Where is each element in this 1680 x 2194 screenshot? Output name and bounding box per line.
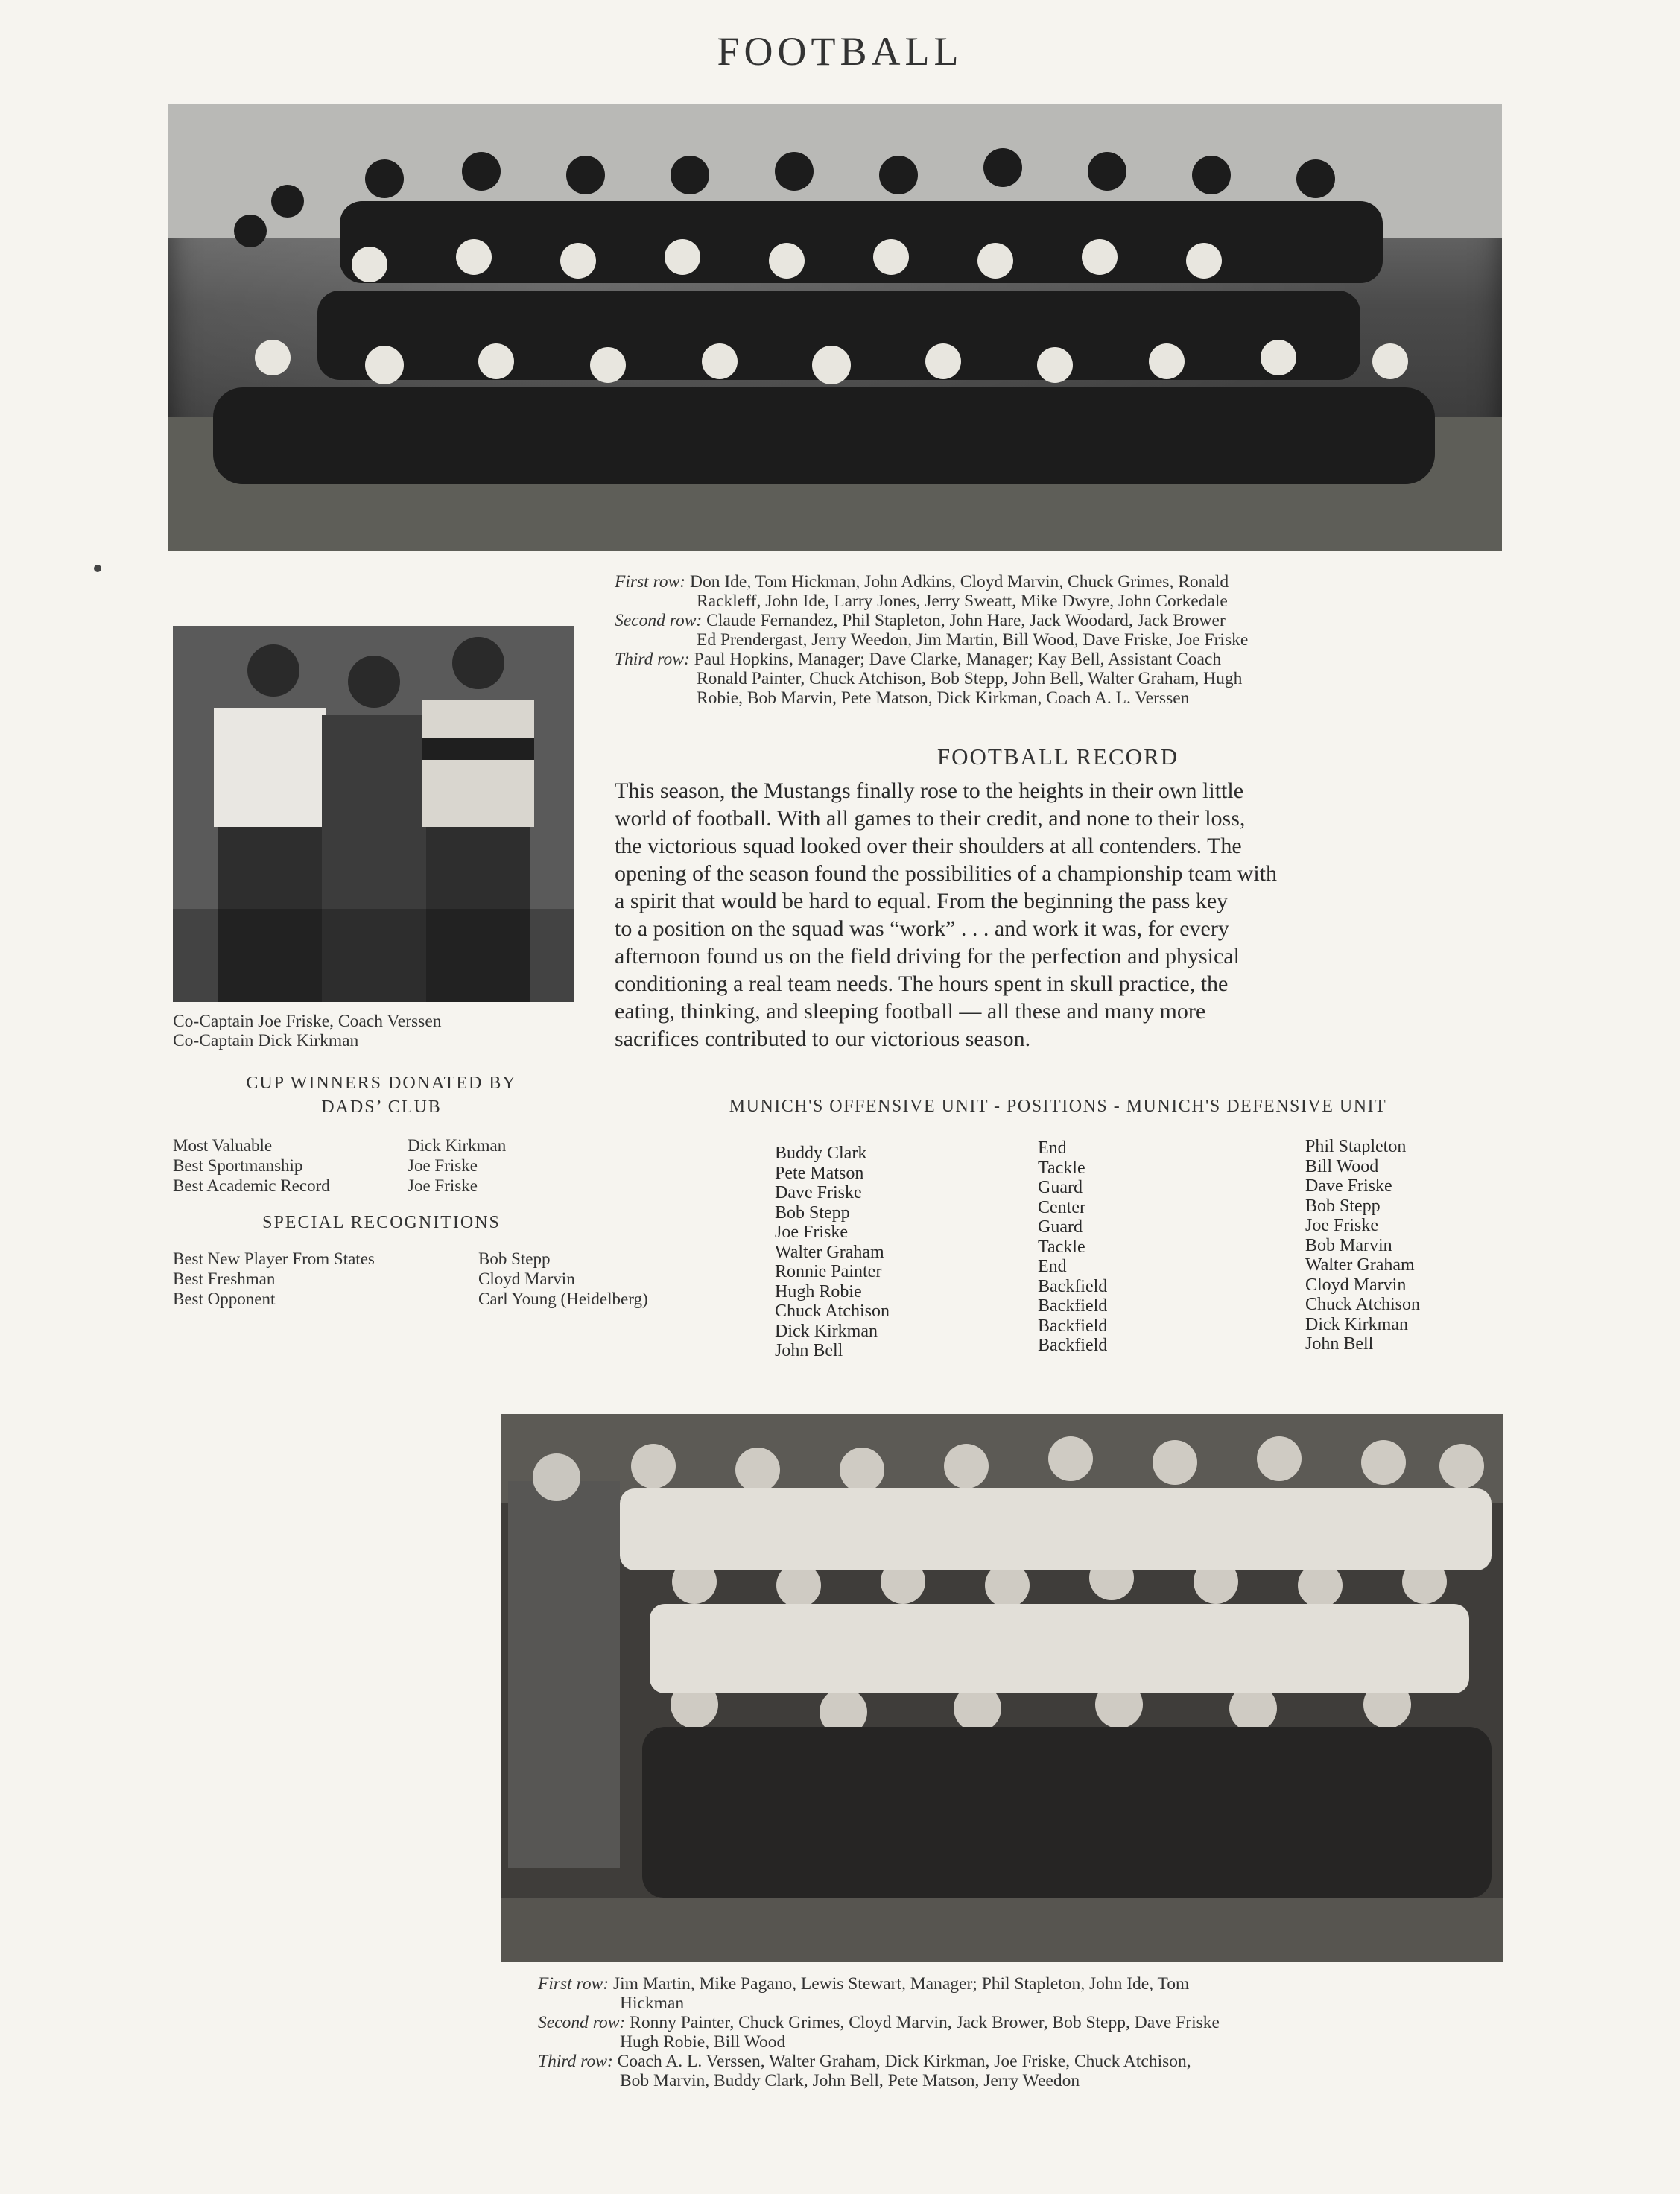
captains-photo [173, 626, 574, 1002]
offensive-player: Dick Kirkman [775, 1321, 878, 1341]
award-name: Best Opponent [173, 1290, 276, 1308]
caption-first-row-text: Jim Martin, Mike Pagano, Lewis Stewart, Manager; Phil Stapleton, John Ide, Tom [612, 1974, 1190, 1994]
record-line: conditioning a real team needs. The hours spent in skull practice, the [615, 971, 1229, 996]
record-line: opening of the season found the possibilities of a championship team with [615, 861, 1278, 886]
offensive-unit-list [775, 1144, 998, 1361]
position: End [1038, 1138, 1067, 1158]
position: Tackle [1038, 1237, 1085, 1257]
offensive-player: Hugh Robie [775, 1281, 862, 1302]
caption-third-row-text-cont: Ronald Painter, Chuck Atchison, Bob Stepp, John Bell, Walter Graham, Hugh [697, 669, 1243, 688]
caption-third-row-text-cont: Bob Marvin, Buddy Clark, John Bell, Pete Matson, Jerry Weedon [620, 2071, 1080, 2090]
offensive-player: Buddy Clark [775, 1144, 867, 1163]
caption-third-row-label: Third row: [615, 650, 690, 669]
team-photo [168, 104, 1502, 551]
caption-second-row-text-cont: Ed Prendergast, Jerry Weedon, Jim Martin, Bill Wood, Dave Friske, Joe Friske [697, 630, 1249, 650]
defensive-player: Dave Friske [1305, 1176, 1392, 1196]
position: Backfield [1038, 1296, 1108, 1316]
offensive-player: Ronnie Painter [775, 1262, 882, 1281]
decorative-dot [94, 565, 101, 572]
special-recognitions-list [173, 1249, 739, 1309]
defensive-player: Bill Wood [1305, 1156, 1379, 1176]
defensive-player: Walter Graham [1305, 1255, 1415, 1275]
record-heading: FOOTBALL RECORD [936, 744, 1179, 770]
record-line: world of football. With all games to their credit, and none to their loss, [615, 806, 1246, 831]
team-photo-caption [615, 572, 1501, 708]
captains-caption [173, 1012, 590, 1050]
caption-second-row-label: Second row: [615, 611, 703, 630]
position: Backfield [1038, 1336, 1108, 1355]
defensive-player: Chuck Atchison [1305, 1295, 1420, 1314]
offensive-player: Bob Stepp [775, 1202, 850, 1223]
team-photo-figures [168, 104, 1502, 551]
caption-second-row-text: Claude Fernandez, Phil Stapleton, John Hare, Jack Woodard, Jack Brower [706, 611, 1226, 630]
offensive-player: Chuck Atchison [775, 1302, 890, 1321]
cup-winners-heading-line1: CUP WINNERS DONATED BY [246, 1074, 517, 1093]
club-photo-caption [538, 1974, 1506, 2090]
award-name: Best Academic Record [173, 1176, 330, 1195]
units-heading: MUNICH'S OFFENSIVE UNIT - POSITIONS - MUNICH'S DEFENSIVE UNIT [729, 1097, 1387, 1116]
record-line: a spirit that would be hard to equal. From the beginning the pass key [615, 889, 1229, 913]
position: End [1038, 1257, 1067, 1276]
offensive-player: Dave Friske [775, 1183, 862, 1202]
cup-winners-heading [173, 1071, 590, 1119]
captains-photo-figures [173, 626, 574, 1002]
cup-winners-list [173, 1135, 590, 1196]
position: Guard [1038, 1217, 1083, 1237]
position: Backfield [1038, 1316, 1108, 1336]
record-body [615, 777, 1501, 1053]
captains-caption-line2: Co-Captain Dick Kirkman [173, 1031, 359, 1050]
page-title: FOOTBALL [717, 29, 963, 74]
club-photo-figures [501, 1414, 1503, 1962]
captains-caption-line1: Co-Captain Joe Friske, Coach Verssen [173, 1012, 442, 1031]
position: Tackle [1038, 1158, 1085, 1178]
caption-first-row-text-cont: Hickman [620, 1994, 685, 2013]
award-winner: Joe Friske [408, 1176, 478, 1195]
record-line: This season, the Mustangs finally rose to the heights in their own little [615, 779, 1244, 803]
award-winner: Joe Friske [408, 1156, 478, 1175]
positions-list [1038, 1138, 1187, 1356]
offensive-player: John Bell [775, 1341, 843, 1360]
position: Center [1038, 1197, 1085, 1217]
offensive-player: Joe Friske [775, 1223, 848, 1242]
defensive-player: Phil Stapleton [1305, 1137, 1407, 1156]
award-winner: Carl Young (Heidelberg) [478, 1290, 648, 1308]
position: Backfield [1038, 1276, 1108, 1296]
award-name: Best New Player From States [173, 1249, 375, 1268]
special-recognitions-heading: SPECIAL RECOGNITIONS [262, 1213, 501, 1232]
position: Guard [1038, 1178, 1083, 1197]
record-line: to a position on the squad was “work” . . . and work it was, for every [615, 916, 1229, 941]
caption-first-row-text: Don Ide, Tom Hickman, John Adkins, Cloyd Marvin, Chuck Grimes, Ronald [689, 572, 1229, 592]
record-line: the victorious squad looked over their shoulders at all contenders. The [615, 834, 1242, 858]
award-winner: Bob Stepp [478, 1249, 551, 1268]
caption-first-row-label: First row: [538, 1974, 609, 1994]
caption-second-row-text: Ronny Painter, Chuck Grimes, Cloyd Marvin, Jack Brower, Bob Stepp, Dave Friske [630, 2013, 1220, 2032]
award-name: Most Valuable [173, 1136, 273, 1155]
club-photo [501, 1414, 1503, 1962]
award-winner: Dick Kirkman [408, 1136, 507, 1155]
award-winner: Cloyd Marvin [478, 1269, 575, 1288]
record-line: eating, thinking, and sleeping football — all these and many more [615, 999, 1206, 1024]
caption-third-row-label: Third row: [538, 2052, 613, 2071]
offensive-player: Walter Graham [775, 1242, 884, 1262]
defensive-player: Cloyd Marvin [1305, 1275, 1407, 1295]
caption-second-row-text-cont: Hugh Robie, Bill Wood [620, 2032, 786, 2052]
defensive-player: Bob Stepp [1305, 1196, 1381, 1216]
defensive-player: Bob Marvin [1305, 1235, 1392, 1255]
caption-third-row-text: Paul Hopkins, Manager; Dave Clarke, Manager; Kay Bell, Assistant Coach [694, 650, 1222, 669]
offensive-player: Pete Matson [775, 1163, 864, 1183]
record-line: sacrifices contributed to our victorious season. [615, 1027, 1031, 1051]
defensive-unit-list [1305, 1137, 1499, 1354]
award-name: Best Freshman [173, 1269, 276, 1288]
defensive-player: John Bell [1305, 1334, 1374, 1354]
defensive-player: Joe Friske [1305, 1216, 1378, 1235]
caption-second-row-label: Second row: [538, 2013, 626, 2032]
award-name: Best Sportmanship [173, 1156, 303, 1175]
caption-third-row-text-cont2: Robie, Bob Marvin, Pete Matson, Dick Kirkman, Coach A. L. Verssen [697, 688, 1190, 708]
cup-winners-heading-line2: DADS’ CLUB [321, 1097, 442, 1117]
caption-first-row-label: First row: [615, 572, 686, 592]
record-line: afternoon found us on the field driving for the perfection and physical [615, 944, 1240, 968]
caption-first-row-text-cont: Rackleff, John Ide, Larry Jones, Jerry Sweatt, Mike Dwyre, John Corkedale [697, 592, 1228, 611]
caption-third-row-text: Coach A. L. Verssen, Walter Graham, Dick Kirkman, Joe Friske, Chuck Atchison, [617, 2052, 1191, 2071]
defensive-player: Dick Kirkman [1305, 1314, 1408, 1334]
